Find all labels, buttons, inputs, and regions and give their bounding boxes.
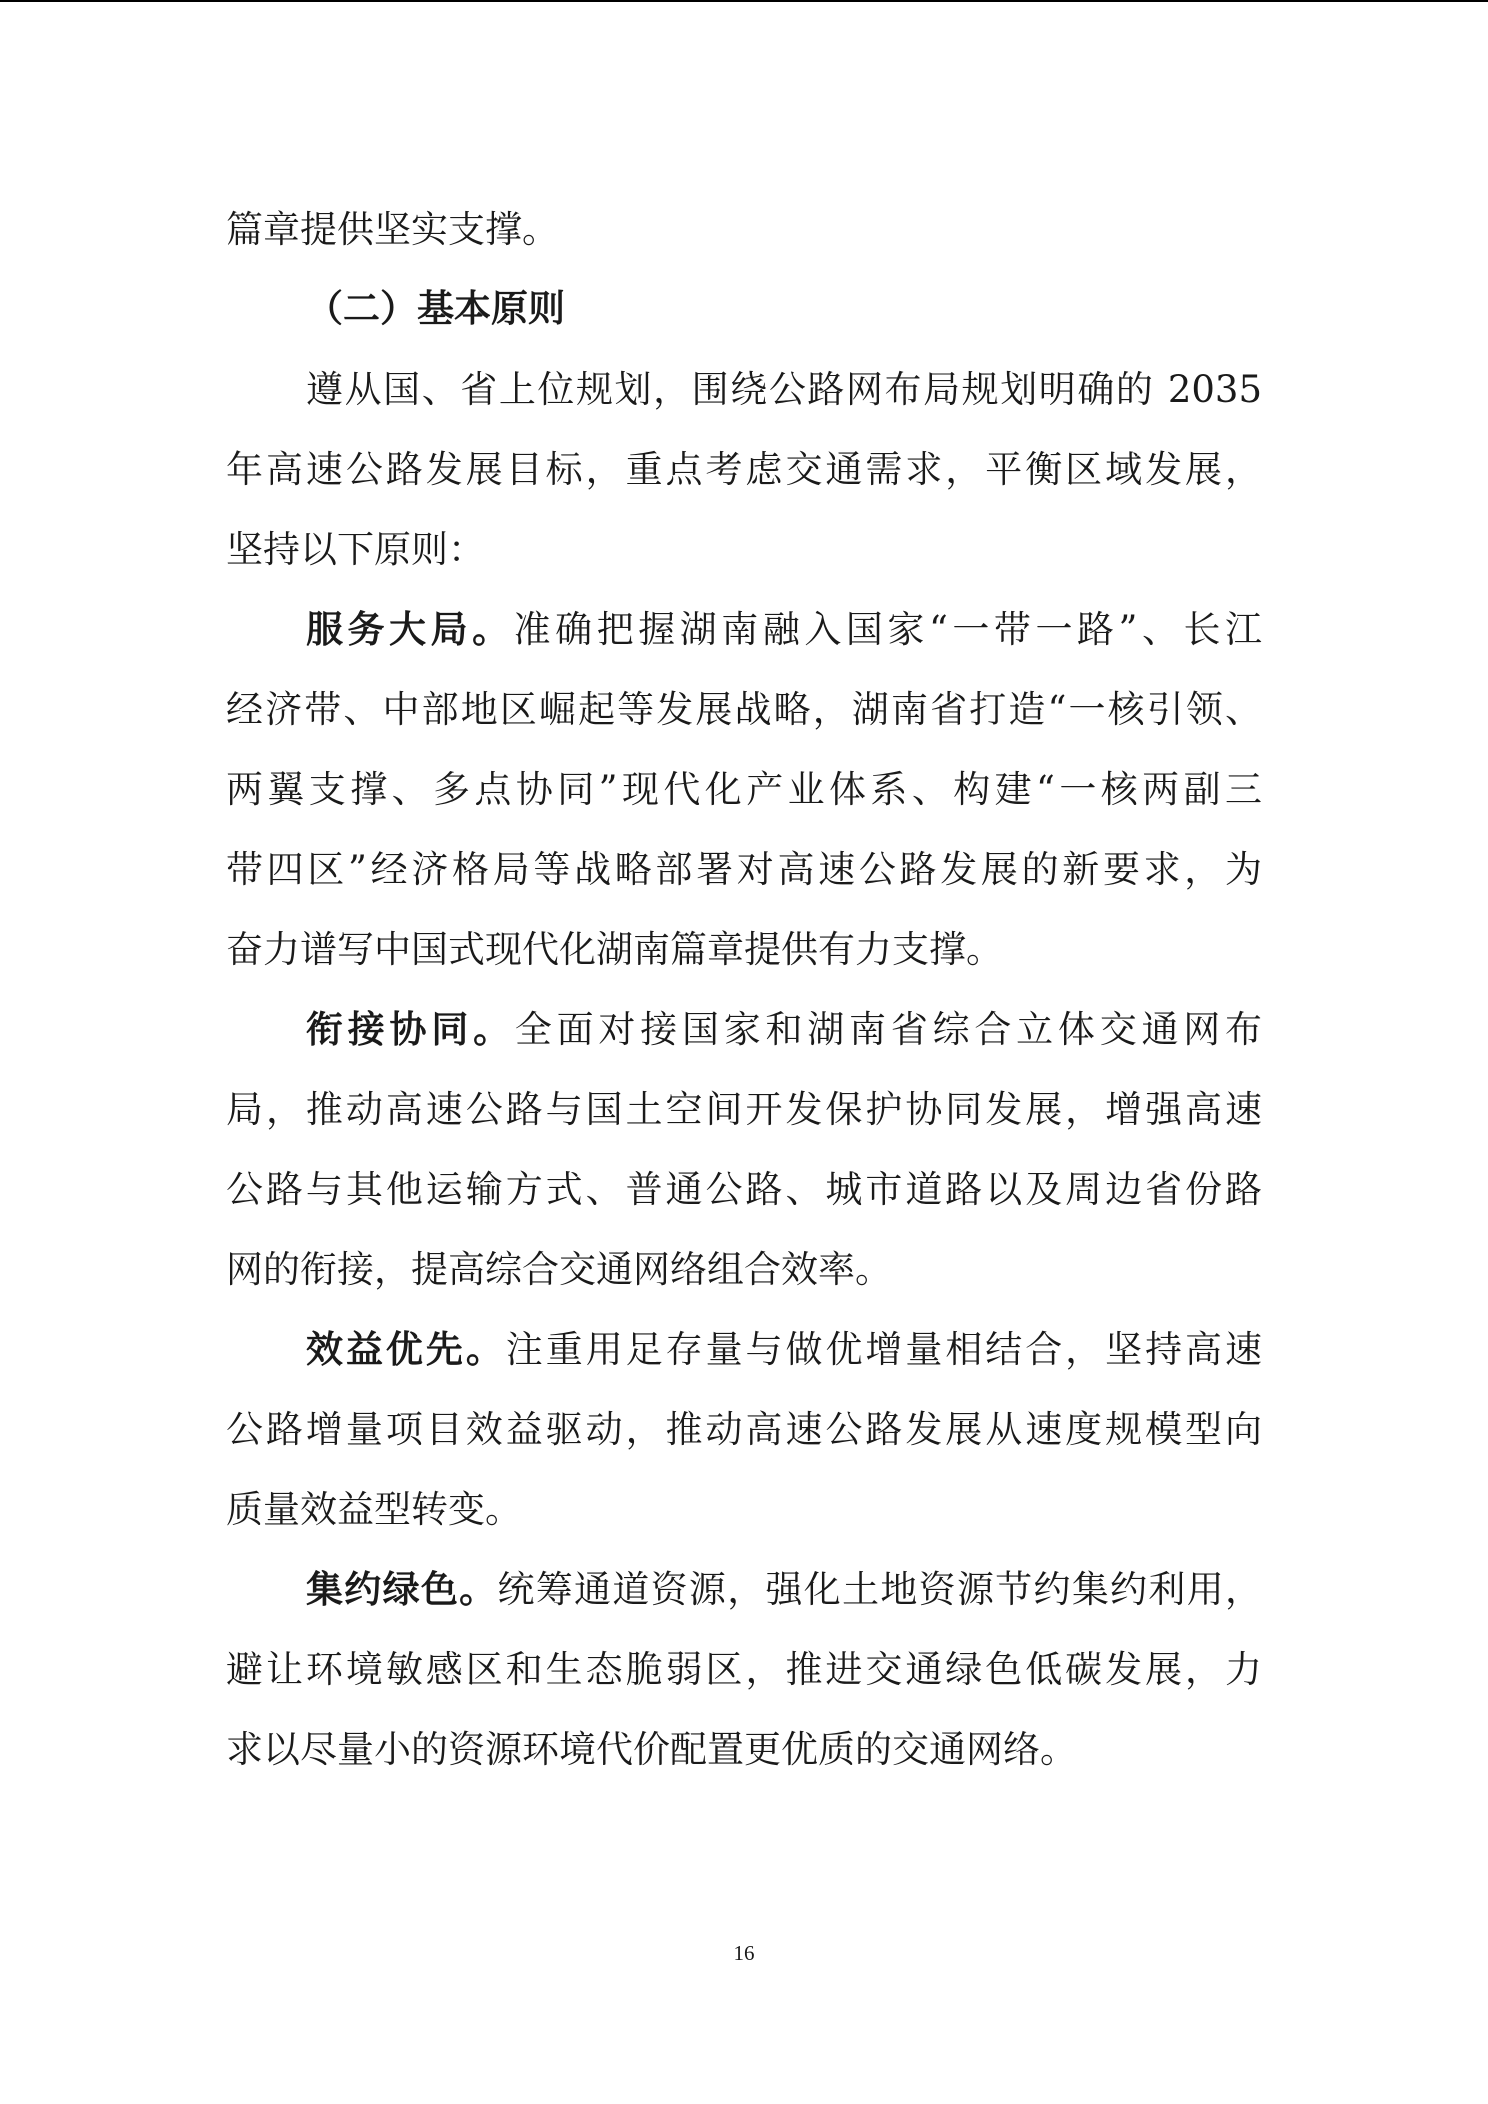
intro-line: 遵从国、省上位规划，围绕公路网布局规划明确的 2035 [306,368,1262,411]
page-top-border [0,0,1488,2]
principle-title: 集约绿色。 [306,1568,498,1611]
principle-line: 两翼支撑、多点协同”现代化产业体系、构建“一核两副三 [226,768,1262,811]
principle-text: 统筹通道资源，强化土地资源节约集约利用， [497,1568,1263,1611]
principle-title: 服务大局。 [306,608,514,651]
intro-line: 年高速公路发展目标，重点考虑交通需求，平衡区域发展， [226,448,1262,491]
principle-text: 准确把握湖南融入国家“一带一路”、长江 [513,608,1262,651]
principle-first-line [306,1568,1262,1612]
principle-line: 公路与其他运输方式、普通公路、城市道路以及周边省份路 [226,1168,1262,1211]
principle-line: 经济带、中部地区崛起等发展战略，湖南省打造“一核引领、 [226,688,1262,731]
principle-first-line [306,1328,1262,1372]
intro-line: 坚持以下原则： [226,528,485,571]
principle-text: 注重用足存量与做优增量相结合，坚持高速 [505,1328,1263,1371]
principle-line: 网的衔接，提高综合交通网络组合效率。 [226,1248,892,1291]
principle-line: 奋力谱写中国式现代化湖南篇章提供有力支撑。 [226,928,1003,971]
principle-line: 局，推动高速公路与国土空间开发保护协同发展，增强高速 [226,1088,1262,1131]
principle-first-line [306,1008,1262,1052]
principle-line: 求以尽量小的资源环境代价配置更优质的交通网络。 [226,1728,1077,1771]
principle-text: 全面对接国家和湖南省综合立体交通网布 [514,1008,1263,1051]
principle-first-line [306,608,1262,652]
principle-line: 避让环境敏感区和生态脆弱区，推进交通绿色低碳发展，力 [226,1648,1262,1691]
section-heading: （二）基本原则 [306,287,565,330]
page-number: 16 [733,1941,755,1965]
principle-line: 质量效益型转变。 [226,1488,522,1531]
principle-title: 衔接协同。 [306,1008,515,1051]
principle-line: 带四区”经济格局等战略部署对高速公路发展的新要求，为 [226,848,1262,891]
continuation-line: 篇章提供坚实支撑。 [226,208,559,251]
principle-title: 效益优先。 [306,1328,506,1371]
principle-line: 公路增量项目效益驱动，推动高速公路发展从速度规模型向 [226,1408,1262,1451]
